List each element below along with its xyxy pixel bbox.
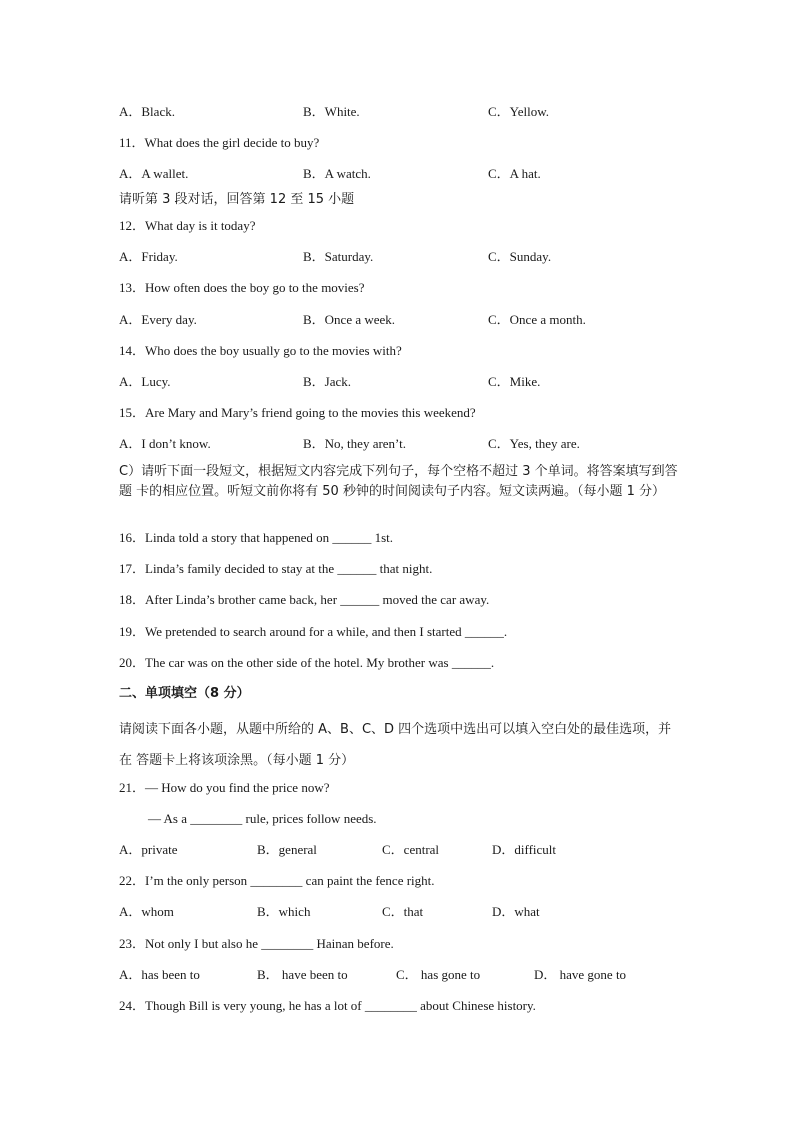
- q21-stem: 21．— How do you find the price now?: [119, 780, 330, 795]
- q21-option-d: D．difficult: [492, 842, 557, 857]
- q12-option-b: B．Saturday.: [303, 249, 374, 264]
- part2-instruction: 请阅读下面各小题，从题中所给的 A、B、C、D 四个选项中选出可以填入空白处的最佳选项，并在 答题卡上将该项涂黑。（每小题 1 分）: [119, 722, 672, 768]
- q20-stem: 20．The car was on the other side of the hotel. My brother was ______.: [119, 655, 495, 670]
- q11-option-b: B．A watch.: [303, 166, 371, 181]
- q13-stem: 13．How often does the boy go to the movies?: [119, 280, 365, 295]
- q22-option-d: D．what: [492, 904, 540, 919]
- q16-stem: 16．Linda told a story that happened on ______ 1st.: [119, 530, 394, 545]
- section-c-instruction: C）请听下面一段短文，根据短文内容完成下列句子，每个空格不超过 3 个单词。将答案填写到答题 卡的相应位置。听短文前你将有 50 秒钟的时间阅读句子内容。短文读两遍。（每小题 1 分）: [119, 464, 678, 499]
- q24-stem: 24．Though Bill is very young, he has a lot of ________ about Chinese history.: [119, 998, 536, 1013]
- q23-stem: 23．Not only I but also he ________ Hainan before.: [119, 936, 394, 951]
- q23-option-a: A．has been to: [119, 967, 200, 982]
- q10-option-c: C．Yellow.: [488, 104, 550, 119]
- q11-option-c: C．A hat.: [488, 166, 541, 181]
- q15-option-c: C．Yes, they are.: [488, 436, 580, 451]
- q17-stem: 17．Linda’s family decided to stay at the ______ that night.: [119, 561, 433, 576]
- q15-option-a: A．I don’t know.: [119, 436, 211, 451]
- part2-heading: 二、单项填空（8 分）: [119, 686, 250, 701]
- q22-option-c: C．that: [382, 904, 424, 919]
- q12-stem: 12．What day is it today?: [119, 218, 256, 233]
- q23-option-d: D． have gone to: [534, 967, 627, 982]
- q12-option-c: C．Sunday.: [488, 249, 552, 264]
- q22-option-a: A．whom: [119, 904, 174, 919]
- q21-option-b: B．general: [257, 842, 317, 857]
- q18-stem: 18．After Linda’s brother came back, her ______ moved the car away.: [119, 592, 490, 607]
- q14-option-c: C．Mike.: [488, 374, 541, 389]
- q10-option-a: A．Black.: [119, 104, 175, 119]
- q15-option-b: B．No, they aren’t.: [303, 436, 407, 451]
- q13-option-a: A．Every day.: [119, 312, 197, 327]
- q21-stem-reply: — As a ________ rule, prices follow needs.: [148, 811, 377, 826]
- q14-option-b: B．Jack.: [303, 374, 352, 389]
- q14-option-a: A．Lucy.: [119, 374, 171, 389]
- q11-stem: 11．What does the girl decide to buy?: [119, 135, 320, 150]
- q13-option-b: B．Once a week.: [303, 312, 396, 327]
- dialog3-instruction: 请听第 3 段对话，回答第 12 至 15 小题: [119, 192, 355, 207]
- q10-option-b: B．White.: [303, 104, 360, 119]
- q15-stem: 15．Are Mary and Mary’s friend going to the movies this weekend?: [119, 405, 476, 420]
- q11-option-a: A．A wallet.: [119, 166, 189, 181]
- q19-stem: 19．We pretended to search around for a while, and then I started ______.: [119, 624, 508, 639]
- q13-option-c: C．Once a month.: [488, 312, 586, 327]
- q22-stem: 22．I’m the only person ________ can paint the fence right.: [119, 873, 435, 888]
- q22-option-b: B．which: [257, 904, 311, 919]
- q14-stem: 14．Who does the boy usually go to the movies with?: [119, 343, 402, 358]
- q12-option-a: A．Friday.: [119, 249, 178, 264]
- q23-option-b: B． have been to: [257, 967, 348, 982]
- q21-option-a: A．private: [119, 842, 178, 857]
- q21-option-c: C．central: [382, 842, 440, 857]
- q23-option-c: C． has gone to: [396, 967, 481, 982]
